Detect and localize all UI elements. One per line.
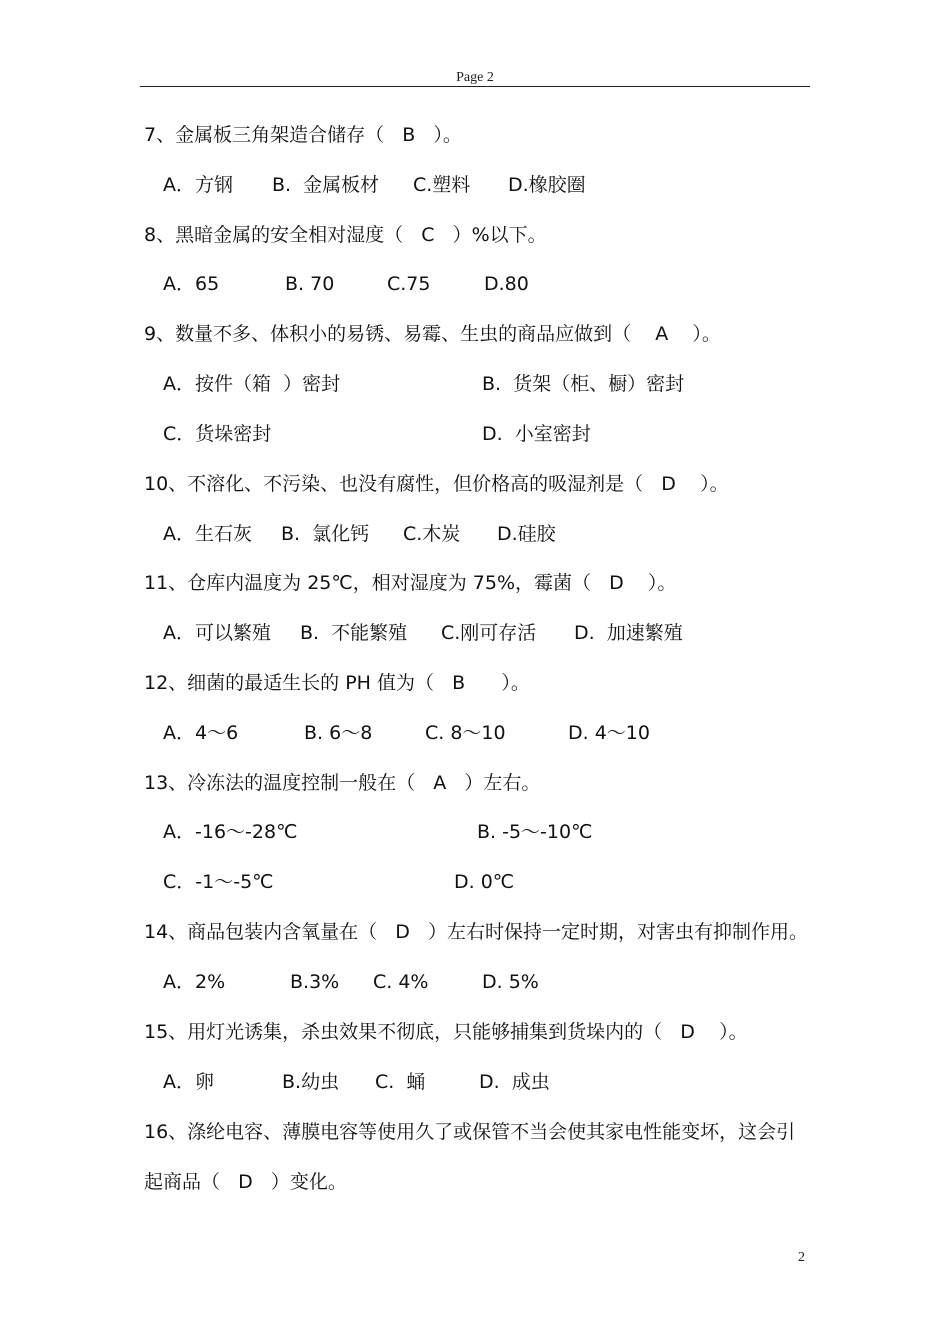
q7-option-c: C.塑料 [413, 174, 471, 196]
q9-option-a: A．按件（箱 ）密封 [163, 373, 341, 395]
q11-option-c: C.刚可存活 [441, 622, 537, 644]
question-16: 16、涤纶电容、薄膜电容等使用久了或保管不当会使其家电性能变坏，这会引 [144, 1121, 796, 1143]
q14-option-b: B.3% [290, 971, 340, 993]
q12-option-c: C. 8～10 [425, 722, 506, 744]
q14-option-c: C. 4% [373, 971, 429, 993]
question-11: 11、仓库内温度为 25℃，相对湿度为 75%，霉菌（ D ）。 [144, 572, 677, 594]
q13-option-c: C．-1～-5℃ [163, 871, 274, 893]
question-7: 7、金属板三角架造合储存（ B ）。 [144, 124, 462, 146]
page-number: 2 [798, 1250, 805, 1265]
question-15: 15、用灯光诱集，杀虫效果不彻底，只能够捕集到货垛内的（ D ）。 [144, 1021, 748, 1043]
q15-option-b: B.幼虫 [282, 1071, 340, 1093]
q9-option-c: C．货垛密封 [163, 423, 272, 445]
q9-option-d: D. 小室密封 [482, 423, 591, 445]
q14-option-a: A．2% [163, 971, 226, 993]
q12-option-d: D. 4～10 [568, 722, 650, 744]
q15-option-a: A．卵 [163, 1071, 214, 1093]
q11-option-d: D. 加速繁殖 [574, 622, 683, 644]
q11-option-b: B. 不能繁殖 [300, 622, 408, 644]
q7-option-d: D.橡胶圈 [508, 174, 586, 196]
q13-option-b: B. -5～-10℃ [477, 821, 593, 843]
q8-option-c: C.75 [387, 273, 431, 295]
q12-option-b: B. 6～8 [304, 722, 373, 744]
question-13: 13、冷冻法的温度控制一般在（ A ）左右。 [144, 772, 541, 794]
q10-option-b: B. 氯化钙 [281, 523, 370, 545]
header-rule [140, 86, 810, 87]
q8-option-a: A．65 [163, 273, 220, 295]
q7-option-a: A．方钢 [163, 174, 233, 196]
q10-option-c: C.木炭 [403, 523, 461, 545]
q7-option-b: B. 金属板材 [272, 174, 380, 196]
q8-option-d: D.80 [484, 273, 529, 295]
q10-option-a: A．生石灰 [163, 523, 252, 545]
question-14: 14、商品包装内含氧量在（ D ）左右时保持一定时期，对害虫有抑制作用。 [144, 921, 809, 943]
q8-option-b: B. 70 [285, 273, 335, 295]
question-16-continuation: 起商品（ D ）变化。 [144, 1171, 347, 1193]
q15-option-c: C. 蛹 [375, 1071, 426, 1093]
q11-option-a: A．可以繁殖 [163, 622, 271, 644]
question-9: 9、数量不多、体积小的易锈、易霉、生虫的商品应做到（ A ）。 [144, 323, 721, 345]
q10-option-d: D.硅胶 [497, 523, 556, 545]
question-8: 8、黑暗金属的安全相对湿度（ C ）%以下。 [144, 224, 547, 246]
q15-option-d: D. 成虫 [479, 1071, 550, 1093]
q13-option-a: A．-16～-28℃ [163, 821, 298, 843]
q14-option-d: D. 5% [482, 971, 539, 993]
q12-option-a: A．4～6 [163, 722, 239, 744]
q9-option-b: B. 货架（柜、橱）密封 [482, 373, 685, 395]
question-12: 12、细菌的最适生长的 PH 值为（ B ）。 [144, 672, 530, 694]
question-10: 10、不溶化、不污染、也没有腐性，但价格高的吸湿剂是（ D ）。 [144, 473, 729, 495]
page-header: Page 2 [456, 70, 494, 85]
q13-option-d: D. 0℃ [454, 871, 515, 893]
